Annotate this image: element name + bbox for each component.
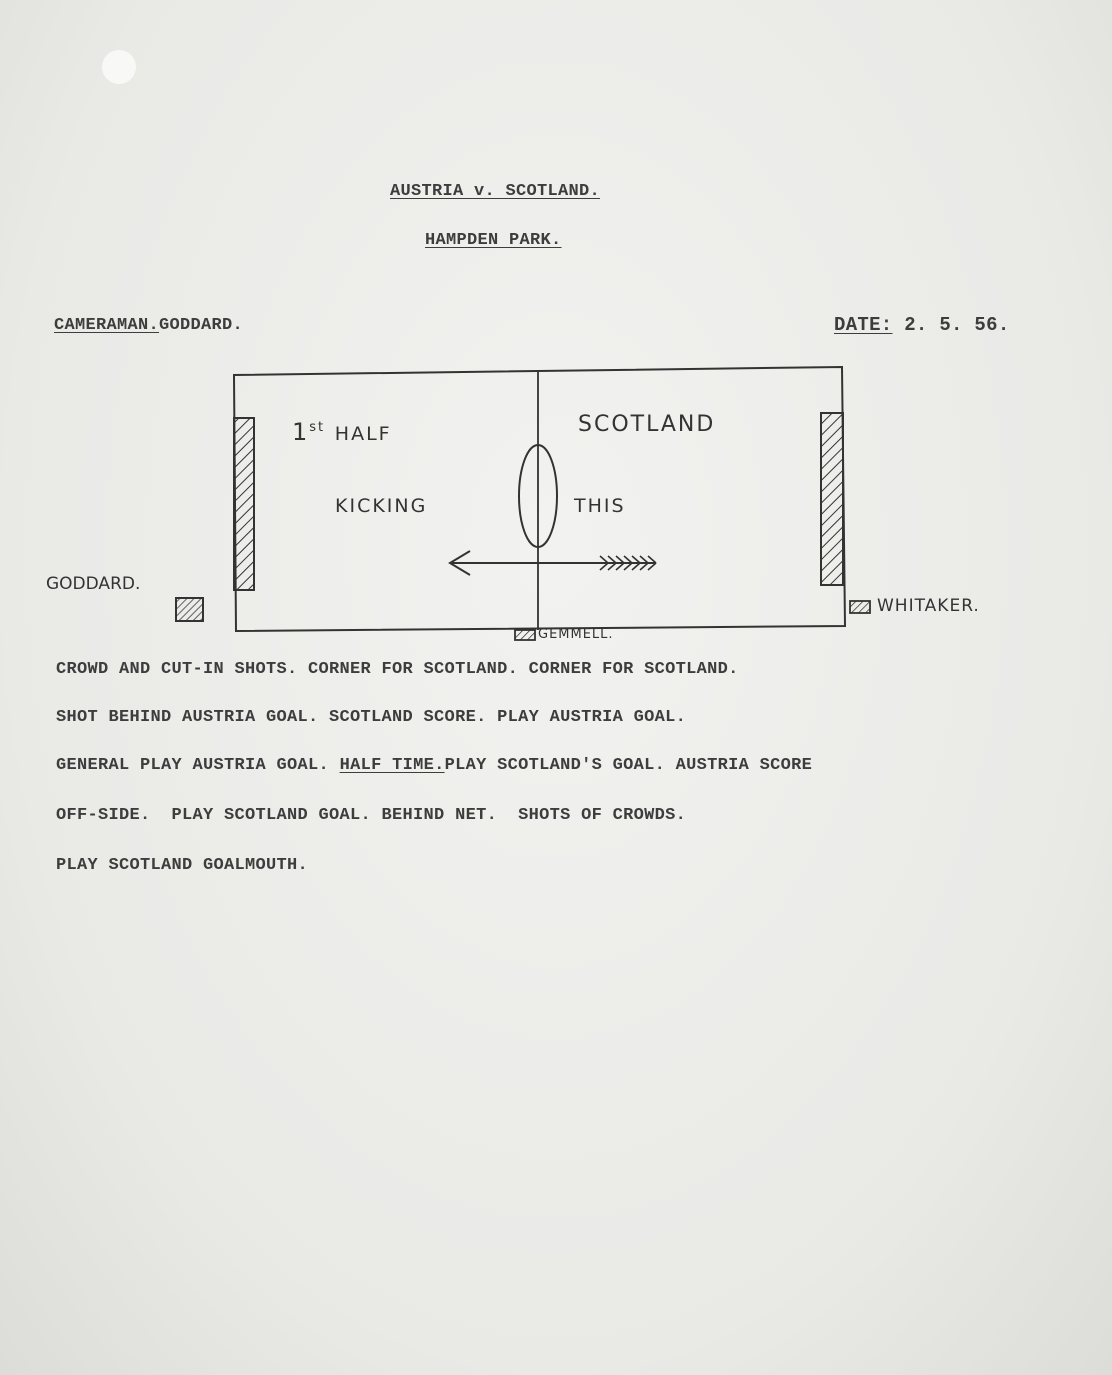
- date-value: 2. 5. 56.: [904, 314, 1010, 336]
- camera-position-bottom: [515, 630, 535, 640]
- notes-line-3: [56, 756, 812, 775]
- notes-half-time: HALF TIME.: [339, 756, 445, 775]
- direction-label: THIS: [574, 495, 626, 517]
- pitch-outline: [234, 367, 845, 631]
- half-suffix: st: [309, 420, 326, 435]
- half-label: [292, 418, 392, 446]
- camera-position-left: [176, 598, 203, 621]
- direction-arrow: [450, 551, 656, 575]
- kicking-label: KICKING: [335, 495, 428, 517]
- cameraman-name: GODDARD.: [159, 316, 244, 335]
- notes-line-5: PLAY SCOTLAND GOALMOUTH.: [56, 856, 309, 875]
- notes-line-4: OFF-SIDE. PLAY SCOTLAND GOAL. BEHIND NET. SHOTS OF CROWDS.: [56, 806, 687, 825]
- half-word: HALF: [334, 423, 392, 445]
- left-goal: [234, 418, 254, 590]
- camera-right-label: WHITAKER.: [877, 596, 980, 616]
- team-label: SCOTLAND: [578, 412, 716, 437]
- half-number: 1: [292, 418, 310, 446]
- camera-left-label: GODDARD.: [46, 574, 141, 594]
- camera-bottom-label: GEMMELL.: [538, 627, 614, 642]
- document-title: AUSTRIA v. SCOTLAND.: [390, 182, 601, 201]
- date-label: DATE:: [834, 314, 893, 336]
- cameraman-label: CAMERAMAN.: [54, 316, 160, 335]
- notes-line-3c: PLAY SCOTLAND'S GOAL. AUSTRIA SCORE: [444, 756, 813, 775]
- right-goal: [821, 413, 843, 585]
- notes-line-1: CROWD AND CUT-IN SHOTS. CORNER FOR SCOTLAND. CORNER FOR SCOTLAND.: [56, 660, 739, 679]
- notes-line-2: SHOT BEHIND AUSTRIA GOAL. SCOTLAND SCORE. PLAY AUSTRIA GOAL.: [56, 708, 687, 727]
- venue-title: HAMPDEN PARK.: [425, 231, 562, 250]
- notes-line-3a: GENERAL PLAY AUSTRIA GOAL.: [56, 756, 330, 775]
- camera-position-right: [850, 601, 870, 613]
